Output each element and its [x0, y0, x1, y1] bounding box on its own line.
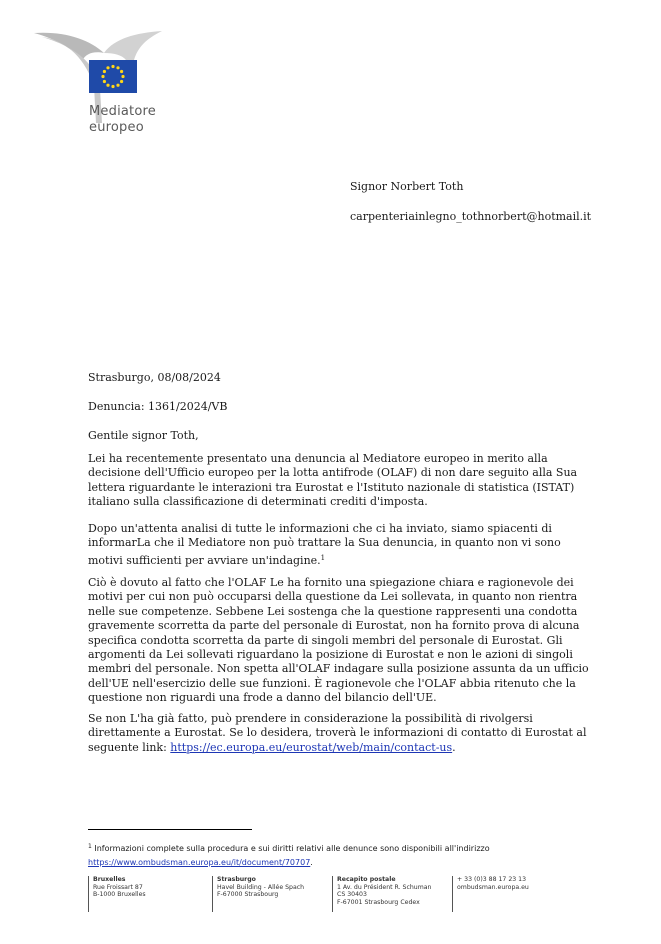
paragraph-line-text: motivi sufficienti per avviare un'indagine. [88, 553, 321, 567]
footer-heading: Strasburgo [217, 876, 256, 883]
paragraph-line: Ciò è dovuto al fatto che l'OLAF Le ha fornito una spiegazione chiara e ragionevole dei [88, 576, 574, 589]
footer-line: F-67000 Strasbourg [217, 891, 279, 899]
footnote-suffix: . [310, 858, 313, 867]
logo-wordmark [89, 104, 169, 136]
footer-address-brussels [88, 876, 146, 912]
link-suffix: . [452, 740, 456, 754]
recipient-name: Signor Norbert Toth [350, 180, 464, 193]
footer-phone: + 33 (0)3 88 17 23 13 [457, 876, 527, 883]
footer-line: Havel Building - Allée Spach [217, 883, 305, 891]
paragraph-line: motivi per cui non può occuparsi della questione da Lei sollevata, in quanto non rientra [88, 590, 578, 604]
paragraph-2 [88, 522, 588, 568]
paragraph-line: Dopo un'attenta analisi di tutte le informazioni che ci ha inviato, siamo spiacenti di [88, 522, 552, 535]
footnote-number: 1 [88, 843, 92, 850]
logo-line-1: Mediatore [89, 104, 156, 119]
footnote-marker[interactable]: 1 [320, 553, 326, 562]
paragraph-line: lettera riguardante le interazioni tra Eurostat e l'Istituto nazionale di statistica (ISTAT) [88, 480, 575, 494]
paragraph-line: direttamente a Eurostat. Se lo desidera, troverà le informazioni di contatto di Eurostat al [88, 726, 587, 740]
eu-stars-icon [89, 60, 137, 93]
paragraph-3 [88, 576, 588, 706]
footer-postal-address [332, 876, 431, 912]
footer-line: F-67001 Strasbourg Cedex [337, 898, 420, 906]
footer-address-strasbourg [212, 876, 304, 912]
logo-line-2: europeo [89, 120, 144, 135]
paragraph-line: italiano sulla classificazione di determinati crediti d'imposta. [88, 495, 428, 509]
recipient-email: carpenteriainlegno_tothnorbert@hotmail.it [350, 210, 592, 223]
paragraph-line: decisione dell'Ufficio europeo per la lotta antifrode (OLAF) di non dare seguito alla Sua [88, 466, 578, 480]
eu-flag [89, 60, 137, 93]
footer-contact [452, 876, 529, 912]
paragraph-line: gravemente scorretta da parte del personale di Eurostat, non ha fornito prova di alcuna [88, 619, 580, 633]
footer-heading: Bruxelles [93, 876, 126, 883]
paragraph-line: argomenti da Lei sollevati riguardano la posizione di Eurostat e non le azioni di singoli [88, 648, 573, 662]
ombudsman-logo [34, 31, 164, 136]
link-prefix: seguente link: [88, 740, 171, 754]
footer-website[interactable]: ombudsman.europa.eu [457, 883, 529, 891]
footnote-link-line [88, 856, 608, 870]
footnote [88, 840, 608, 870]
footer-line: Rue Froissart 87 [93, 883, 143, 891]
paragraph-line: membri del personale. Non spetta all'OLAF indagare sulla posizione assunta da un ufficio [88, 662, 589, 676]
paragraph-line: Lei ha recentemente presentato una denuncia al Mediatore europeo in merito alla [88, 452, 548, 465]
footer-line: CS 30403 [337, 891, 367, 899]
ombudsman-document-link[interactable]: https://www.ombudsman.europa.eu/it/document/70707 [88, 858, 311, 867]
paragraph-line [88, 551, 588, 568]
paragraph-1 [88, 452, 588, 510]
salutation: Gentile signor Toth, [88, 429, 199, 442]
paragraph-line [88, 741, 588, 755]
paragraph-line: dell'UE nell'esercizio delle sue funzioni. È ragionevole che l'OLAF abbia ritenuto che la [88, 676, 576, 690]
paragraph-line: nelle sue competenze. Sebbene Lei sostenga che la questione rappresenti una condotta [88, 604, 578, 618]
footer-heading: Recapito postale [337, 876, 396, 883]
footnote-text-line [88, 840, 608, 856]
footer-line: B-1000 Bruxelles [93, 891, 146, 899]
eurostat-contact-link[interactable]: https://ec.europa.eu/eurostat/web/main/contact-us [170, 740, 453, 754]
paragraph-line: questione non riguardi una frode a danno del bilancio dell'UE. [88, 691, 437, 705]
place-date: Strasburgo, 08/08/2024 [88, 371, 221, 384]
paragraph-line: Se non L'ha già fatto, può prendere in considerazione la possibilità di rivolgersi [88, 712, 533, 725]
footnote-text: Informazioni complete sulla procedura e sui diritti relativi alle denunce sono disponibili all'indirizzo [94, 844, 490, 853]
footnote-divider [88, 829, 252, 830]
paragraph-line: specifica condotta scorretta da parte di singoli membri del personale di Eurostat. Gli [88, 633, 563, 647]
complaint-reference: Denuncia: 1361/2024/VB [88, 400, 228, 413]
footer-line: 1 Av. du Président R. Schuman [337, 883, 432, 891]
paragraph-4 [88, 712, 588, 755]
paragraph-line: informarLa che il Mediatore non può trattare la Sua denuncia, in quanto non vi sono [88, 536, 561, 550]
